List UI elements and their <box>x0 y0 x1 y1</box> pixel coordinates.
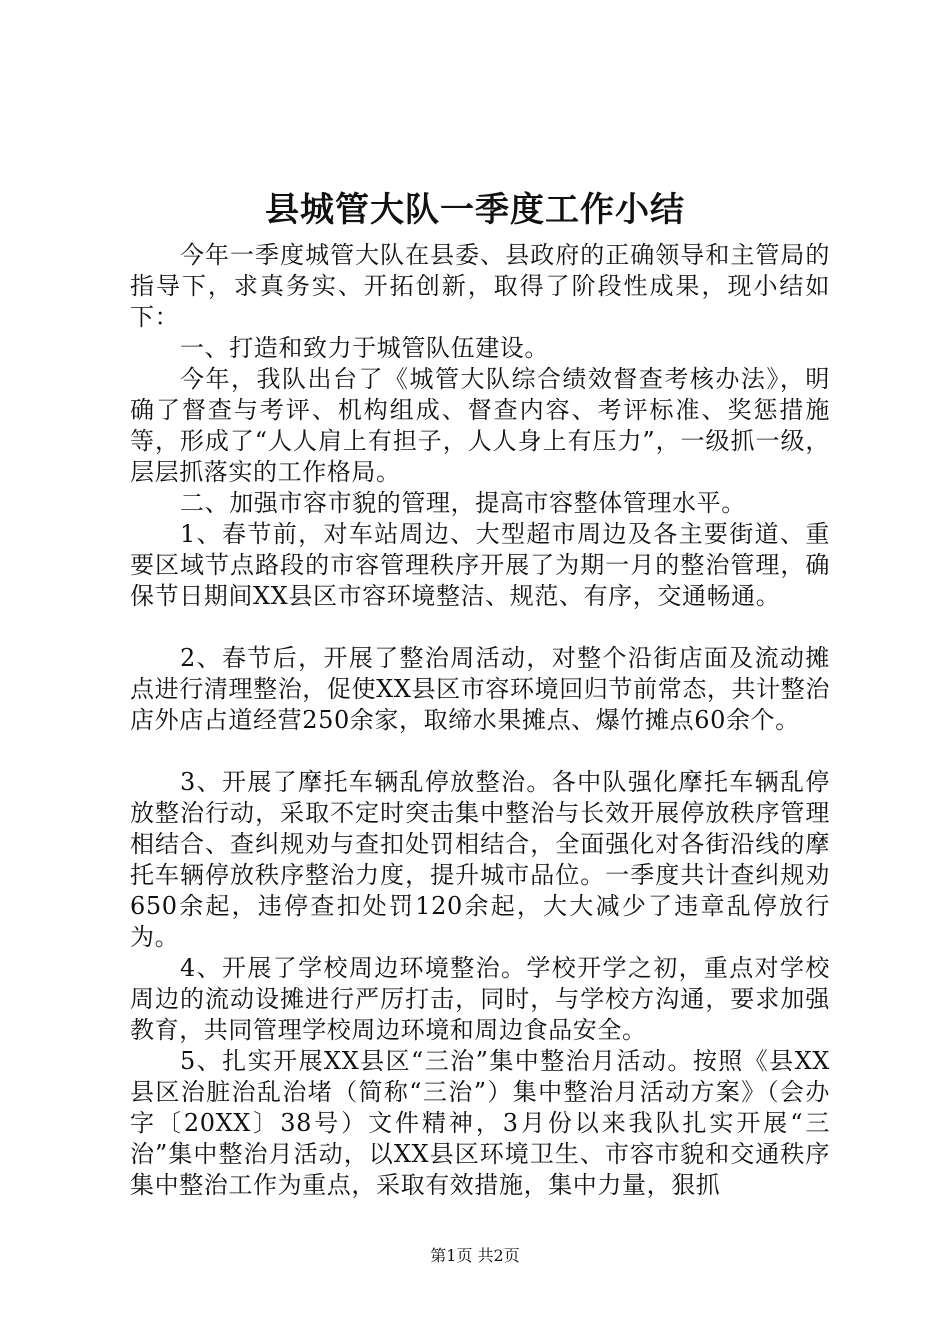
paragraph-section-1: 今年，我队出台了《城管大队综合绩效督查考核办法》，明确了督查与考评、机构组成、督查内容、考评标准、奖惩措施等，形成了“人人肩上有担子，人人身上有压力”，一级抓一级，层层抓落实的工作格局。 <box>130 365 830 486</box>
section-heading-1: 一、打造和致力于城管队伍建设。 <box>180 334 549 362</box>
paragraph-item-1: 1、春节前，对车站周边、大型超市周边及各主要街道、重要区域节点路段的市容管理秩序开展了为期一月的整治管理，确保节日期间XX县区市容环境整洁、规范、有序，交通畅通。 <box>130 520 830 610</box>
paragraph-item-2: 2、春节后，开展了整治周活动，对整个沿街店面及流动摊点进行清理整治，促使XX县区市容环境回归节前常态，共计整治店外店占道经营250余家，取缔水果摊点、爆竹摊点60余个。 <box>130 644 830 734</box>
paragraph-item-3: 3、开展了摩托车辆乱停放整治。各中队强化摩托车辆乱停放整治行动，采取不定时突击集中整治与长效开展停放秩序管理相结合、查纠规劝与查扣处罚相结合，全面强化对各街沿线的摩托车辆停放秩序整治力度，提升城市品位。一季度共计查纠规劝650余起，违停查扣处罚120余起，大大减少了违章乱停放行为。 <box>130 768 830 951</box>
paragraph-item-4: 4、开展了学校周边环境整治。学校开学之初，重点对学校周边的流动设摊进行严厉打击，同时，与学校方沟通，要求加强教育，共同管理学校周边环境和周边食品安全。 <box>130 954 830 1044</box>
section-heading-2: 二、加强市容市貌的管理，提高市容整体管理水平。 <box>180 489 746 517</box>
page-footer: 第1页 共2页 <box>430 1246 520 1265</box>
document-body <box>130 240 830 1201</box>
paragraph-intro: 今年一季度城管大队在县委、县政府的正确领导和主管局的指导下，求真务实、开拓创新，取得了阶段性成果，现小结如下： <box>130 241 830 331</box>
paragraph-item-5: 5、扎实开展XX县区“三治”集中整治月活动。按照《县XX县区治脏治乱治堵（简称“三治”）集中整治月活动方案》（会办字〔20XX〕38号）文件精神，3月份以来我队扎实开展“三治”集中整治月活动，以XX县区环境卫生、市容市貌和交通秩序集中整治工作为重点，采取有效措施，集中力量，狠抓 <box>130 1047 830 1199</box>
document-title: 县城管大队一季度工作小结 <box>265 190 685 230</box>
